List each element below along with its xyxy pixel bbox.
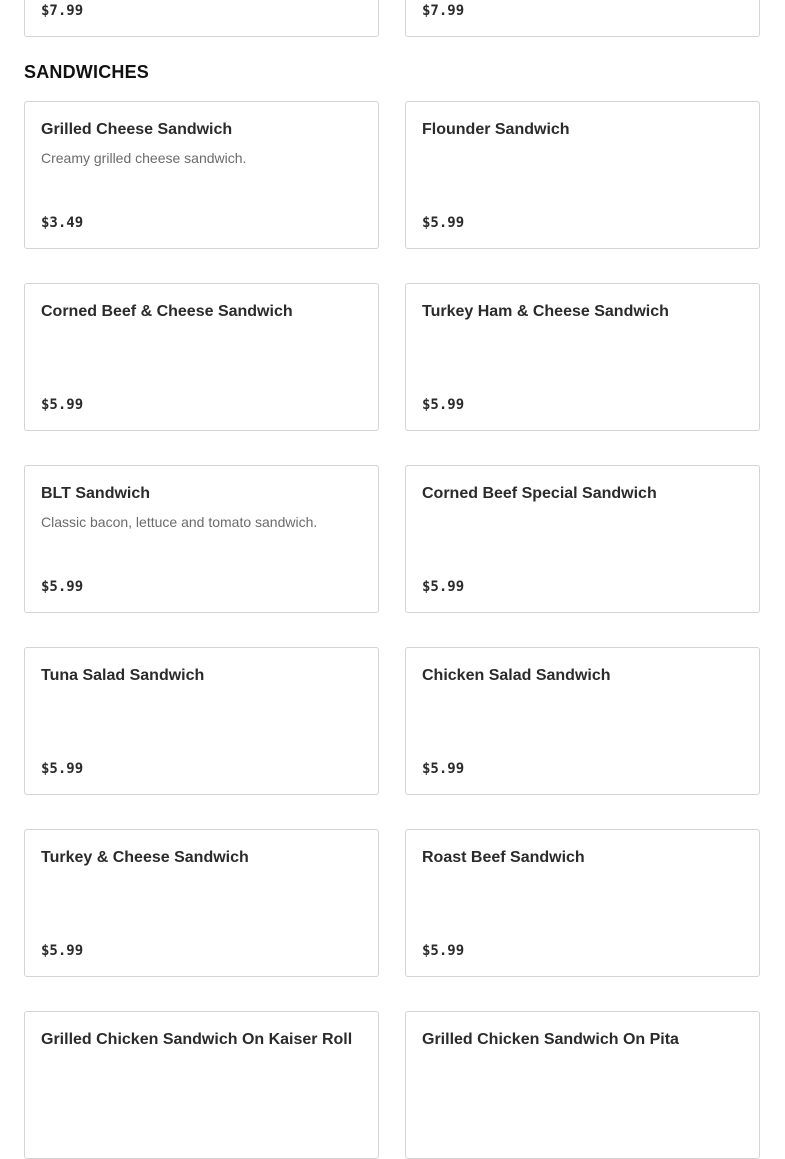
menu-item-name: Turkey Ham & Cheese Sandwich	[422, 303, 669, 320]
section-title-sandwiches: SANDWICHES	[24, 62, 150, 82]
menu-item-price: $5.99	[422, 943, 465, 959]
menu-item-price: $7.99	[41, 3, 84, 19]
menu-item-price: $7.99	[422, 3, 465, 19]
menu-item-price: $5.99	[41, 397, 84, 413]
menu-item-description: Classic bacon, lettuce and tomato sandwich.	[41, 514, 318, 530]
menu-item-price: $5.99	[422, 397, 465, 413]
menu-item-name: Corned Beef Special Sandwich	[422, 485, 657, 502]
menu-item-card[interactable]	[405, 1011, 760, 1159]
menu-item-description: Creamy grilled cheese sandwich.	[41, 150, 247, 166]
menu-item-name: BLT Sandwich	[41, 485, 151, 502]
menu-item-name: Flounder Sandwich	[422, 121, 570, 138]
menu-item-price: $5.99	[41, 761, 84, 777]
menu-item-name: Roast Beef Sandwich	[422, 849, 585, 866]
menu-item-name: Tuna Salad Sandwich	[41, 667, 205, 684]
menu-item-name: Chicken Salad Sandwich	[422, 667, 611, 684]
menu-item-card[interactable]	[405, 647, 760, 795]
menu-item-card[interactable]	[405, 465, 760, 613]
menu-item-name: Turkey & Cheese Sandwich	[41, 849, 249, 866]
menu-item-name: Corned Beef & Cheese Sandwich	[41, 303, 293, 320]
menu-item-name: Grilled Chicken Sandwich On Pita	[422, 1031, 679, 1048]
menu-item-price: $5.99	[422, 761, 465, 777]
menu-item-card[interactable]	[24, 829, 379, 977]
menu-item-name: Grilled Chicken Sandwich On Kaiser Roll	[41, 1031, 353, 1048]
menu-item-card[interactable]	[24, 0, 379, 37]
menu-item-card[interactable]	[405, 829, 760, 977]
menu-item-price: $5.99	[41, 943, 84, 959]
menu-item-card[interactable]	[405, 101, 760, 249]
menu-item-price: $5.99	[41, 579, 84, 595]
menu-item-card[interactable]	[24, 101, 379, 249]
menu-item-card[interactable]	[24, 465, 379, 613]
menu-item-card[interactable]	[24, 647, 379, 795]
menu-item-card[interactable]	[405, 283, 760, 431]
menu-item-price: $3.49	[41, 215, 84, 231]
menu-item-card[interactable]	[24, 1011, 379, 1159]
menu-item-card[interactable]	[405, 0, 760, 37]
menu-item-name: Grilled Cheese Sandwich	[41, 121, 233, 138]
menu-item-price: $5.99	[422, 579, 465, 595]
menu-item-price: $5.99	[422, 215, 465, 231]
menu-item-card[interactable]	[24, 283, 379, 431]
